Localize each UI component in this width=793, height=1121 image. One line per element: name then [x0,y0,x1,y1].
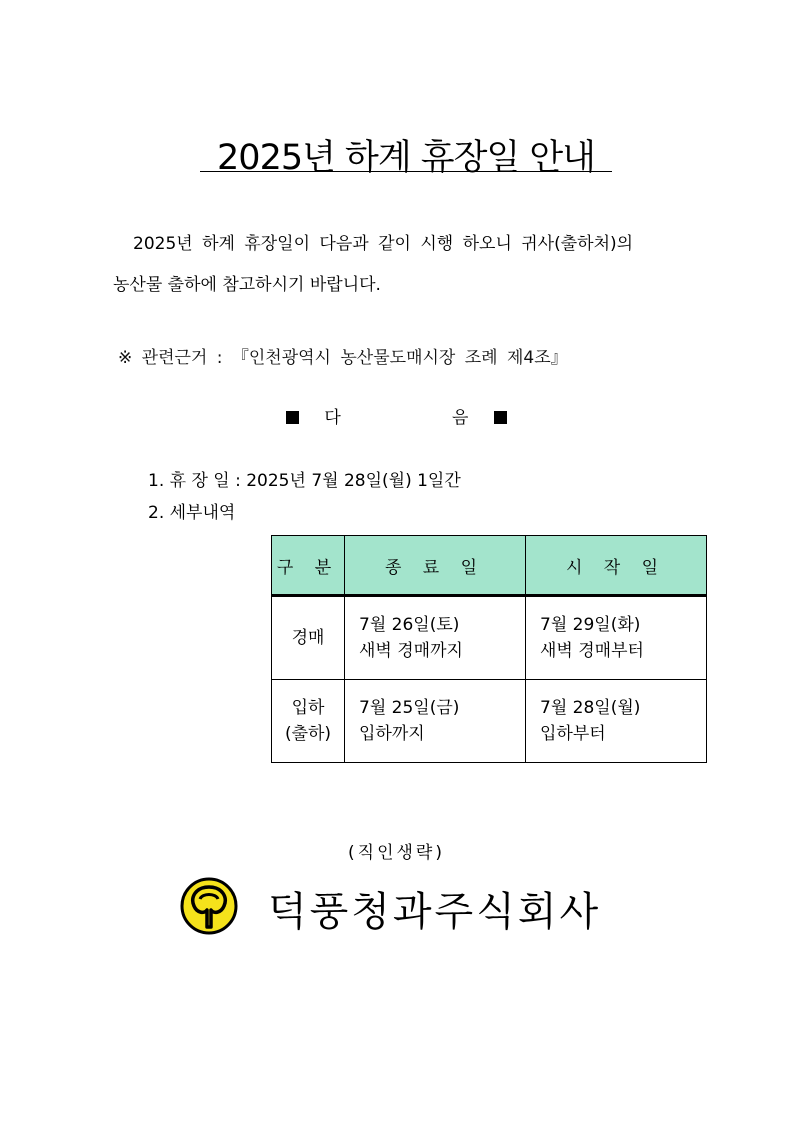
end-note: 새벽 경매까지 [359,641,463,661]
table-row [272,596,707,680]
start-date: 7월 28일(월) [540,698,641,718]
legal-reference: ※ 관련근거 : 『인천광역시 농산물도매시장 조례 제4조』 [118,348,568,368]
header-end-date: 종 료 일 [345,536,526,596]
section-heading-left [286,403,341,428]
row-category [272,680,345,763]
schedule-table [271,535,707,763]
table-header-row [272,536,707,596]
heading-left-text: 다 [324,408,341,428]
black-square-icon [286,411,299,424]
row-start [526,680,707,763]
end-date: 7월 25일(금) [359,698,460,718]
intro-line-2: 농산물 출하에 참고하시기 바랍니다. [113,275,381,295]
row-category [272,596,345,680]
seal-omitted-note: (직인생략) [348,843,445,863]
header-category: 구 분 [272,536,345,596]
row-end [345,596,526,680]
holiday-item: 1. 휴 장 일 : 2025년 7월 28일(월) 1일간 [148,471,461,491]
row-start [526,596,707,680]
category-text: 경매 [291,628,325,648]
company-logo-icon [180,877,238,935]
start-date: 7월 29일(화) [540,615,641,635]
intro-line-1: 2025년 하계 휴장일이 다음과 같이 시행 하오니 귀사(출하처)의 [133,234,634,254]
row-end [345,680,526,763]
table-row [272,680,707,763]
details-item: 2. 세부내역 [148,503,236,523]
header-start-date: 시 작 일 [526,536,707,596]
section-heading-right [452,403,507,428]
end-date: 7월 26일(토) [359,615,460,635]
title-underline [200,171,612,172]
start-note: 입하부터 [540,724,606,744]
company-name: 덕풍청과주식회사 [268,889,602,935]
end-note: 입하까지 [359,724,425,744]
category-text-line2: (출하) [284,724,332,744]
black-square-icon [494,411,507,424]
start-note: 새벽 경매부터 [540,641,644,661]
heading-right-text: 음 [452,408,469,428]
page-title: 2025년 하계 휴장일 안내 [217,138,595,178]
category-text: 입하 [291,698,325,718]
